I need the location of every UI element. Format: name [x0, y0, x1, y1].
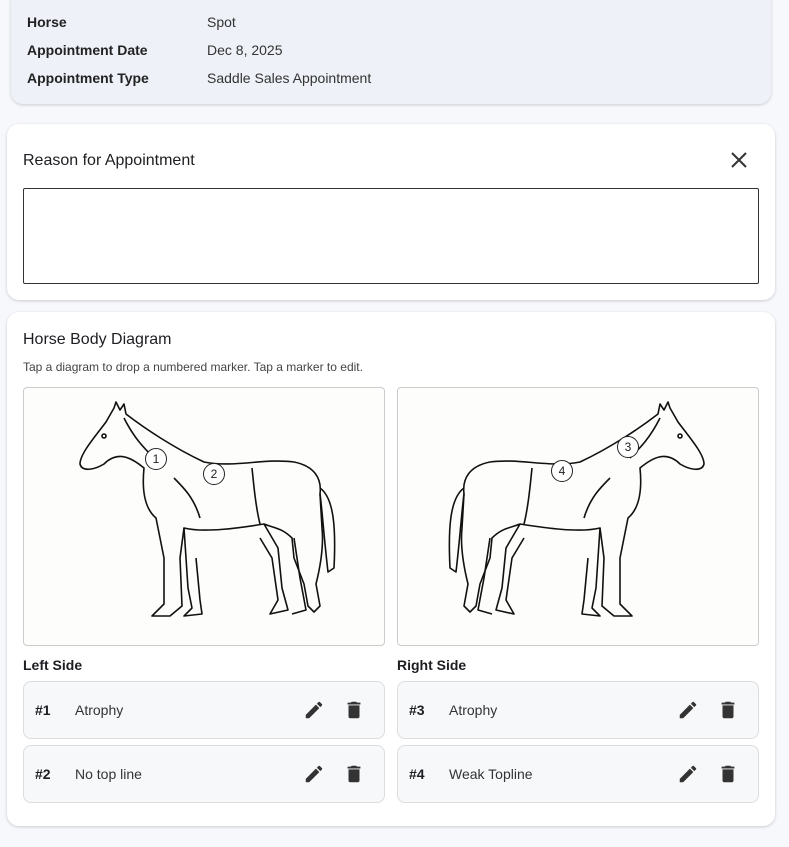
right-side-diagram[interactable] — [397, 387, 759, 646]
reason-title: Reason for Appointment — [23, 152, 195, 169]
marker[interactable]: 3 — [617, 436, 639, 458]
delete-icon[interactable] — [717, 763, 739, 785]
marker[interactable]: 2 — [203, 463, 225, 485]
marker[interactable]: 4 — [551, 460, 573, 482]
info-label: Appointment Date — [27, 42, 148, 58]
marker-note: Weak Topline — [449, 766, 533, 782]
diagram-title: Horse Body Diagram — [23, 331, 172, 348]
marker-number: #3 — [409, 702, 425, 718]
marker-item — [397, 681, 759, 739]
info-value: Saddle Sales Appointment — [207, 70, 372, 86]
reason-input[interactable] — [23, 188, 759, 284]
close-icon[interactable] — [727, 148, 751, 172]
reason-card — [7, 124, 775, 300]
marker-item — [23, 745, 385, 803]
marker-number: #1 — [35, 702, 51, 718]
edit-icon[interactable] — [677, 699, 699, 721]
left-side-label: Left Side — [23, 657, 83, 673]
edit-icon[interactable] — [677, 763, 699, 785]
marker-note: Atrophy — [75, 702, 124, 718]
horse-right-illustration — [398, 388, 759, 646]
marker-note: No top line — [75, 766, 142, 782]
marker-number: #2 — [35, 766, 51, 782]
horse-diagram-card — [7, 312, 775, 826]
right-side-label: Right Side — [397, 657, 467, 673]
marker-item — [23, 681, 385, 739]
info-label: Horse — [27, 14, 67, 30]
marker[interactable]: 1 — [145, 448, 167, 470]
left-side-diagram[interactable] — [23, 387, 385, 646]
edit-icon[interactable] — [303, 699, 325, 721]
marker-number: #4 — [409, 766, 425, 782]
info-label: Appointment Type — [27, 70, 149, 86]
horse-left-illustration — [24, 388, 385, 646]
delete-icon[interactable] — [343, 699, 365, 721]
delete-icon[interactable] — [717, 699, 739, 721]
marker-note: Atrophy — [449, 702, 498, 718]
info-value: Spot — [207, 14, 236, 30]
diagram-hint: Tap a diagram to drop a numbered marker. Tap a marker to edit. — [23, 360, 363, 374]
edit-icon[interactable] — [303, 763, 325, 785]
appointment-info-card — [11, 0, 771, 104]
delete-icon[interactable] — [343, 763, 365, 785]
marker-item — [397, 745, 759, 803]
info-value: Dec 8, 2025 — [207, 42, 283, 58]
